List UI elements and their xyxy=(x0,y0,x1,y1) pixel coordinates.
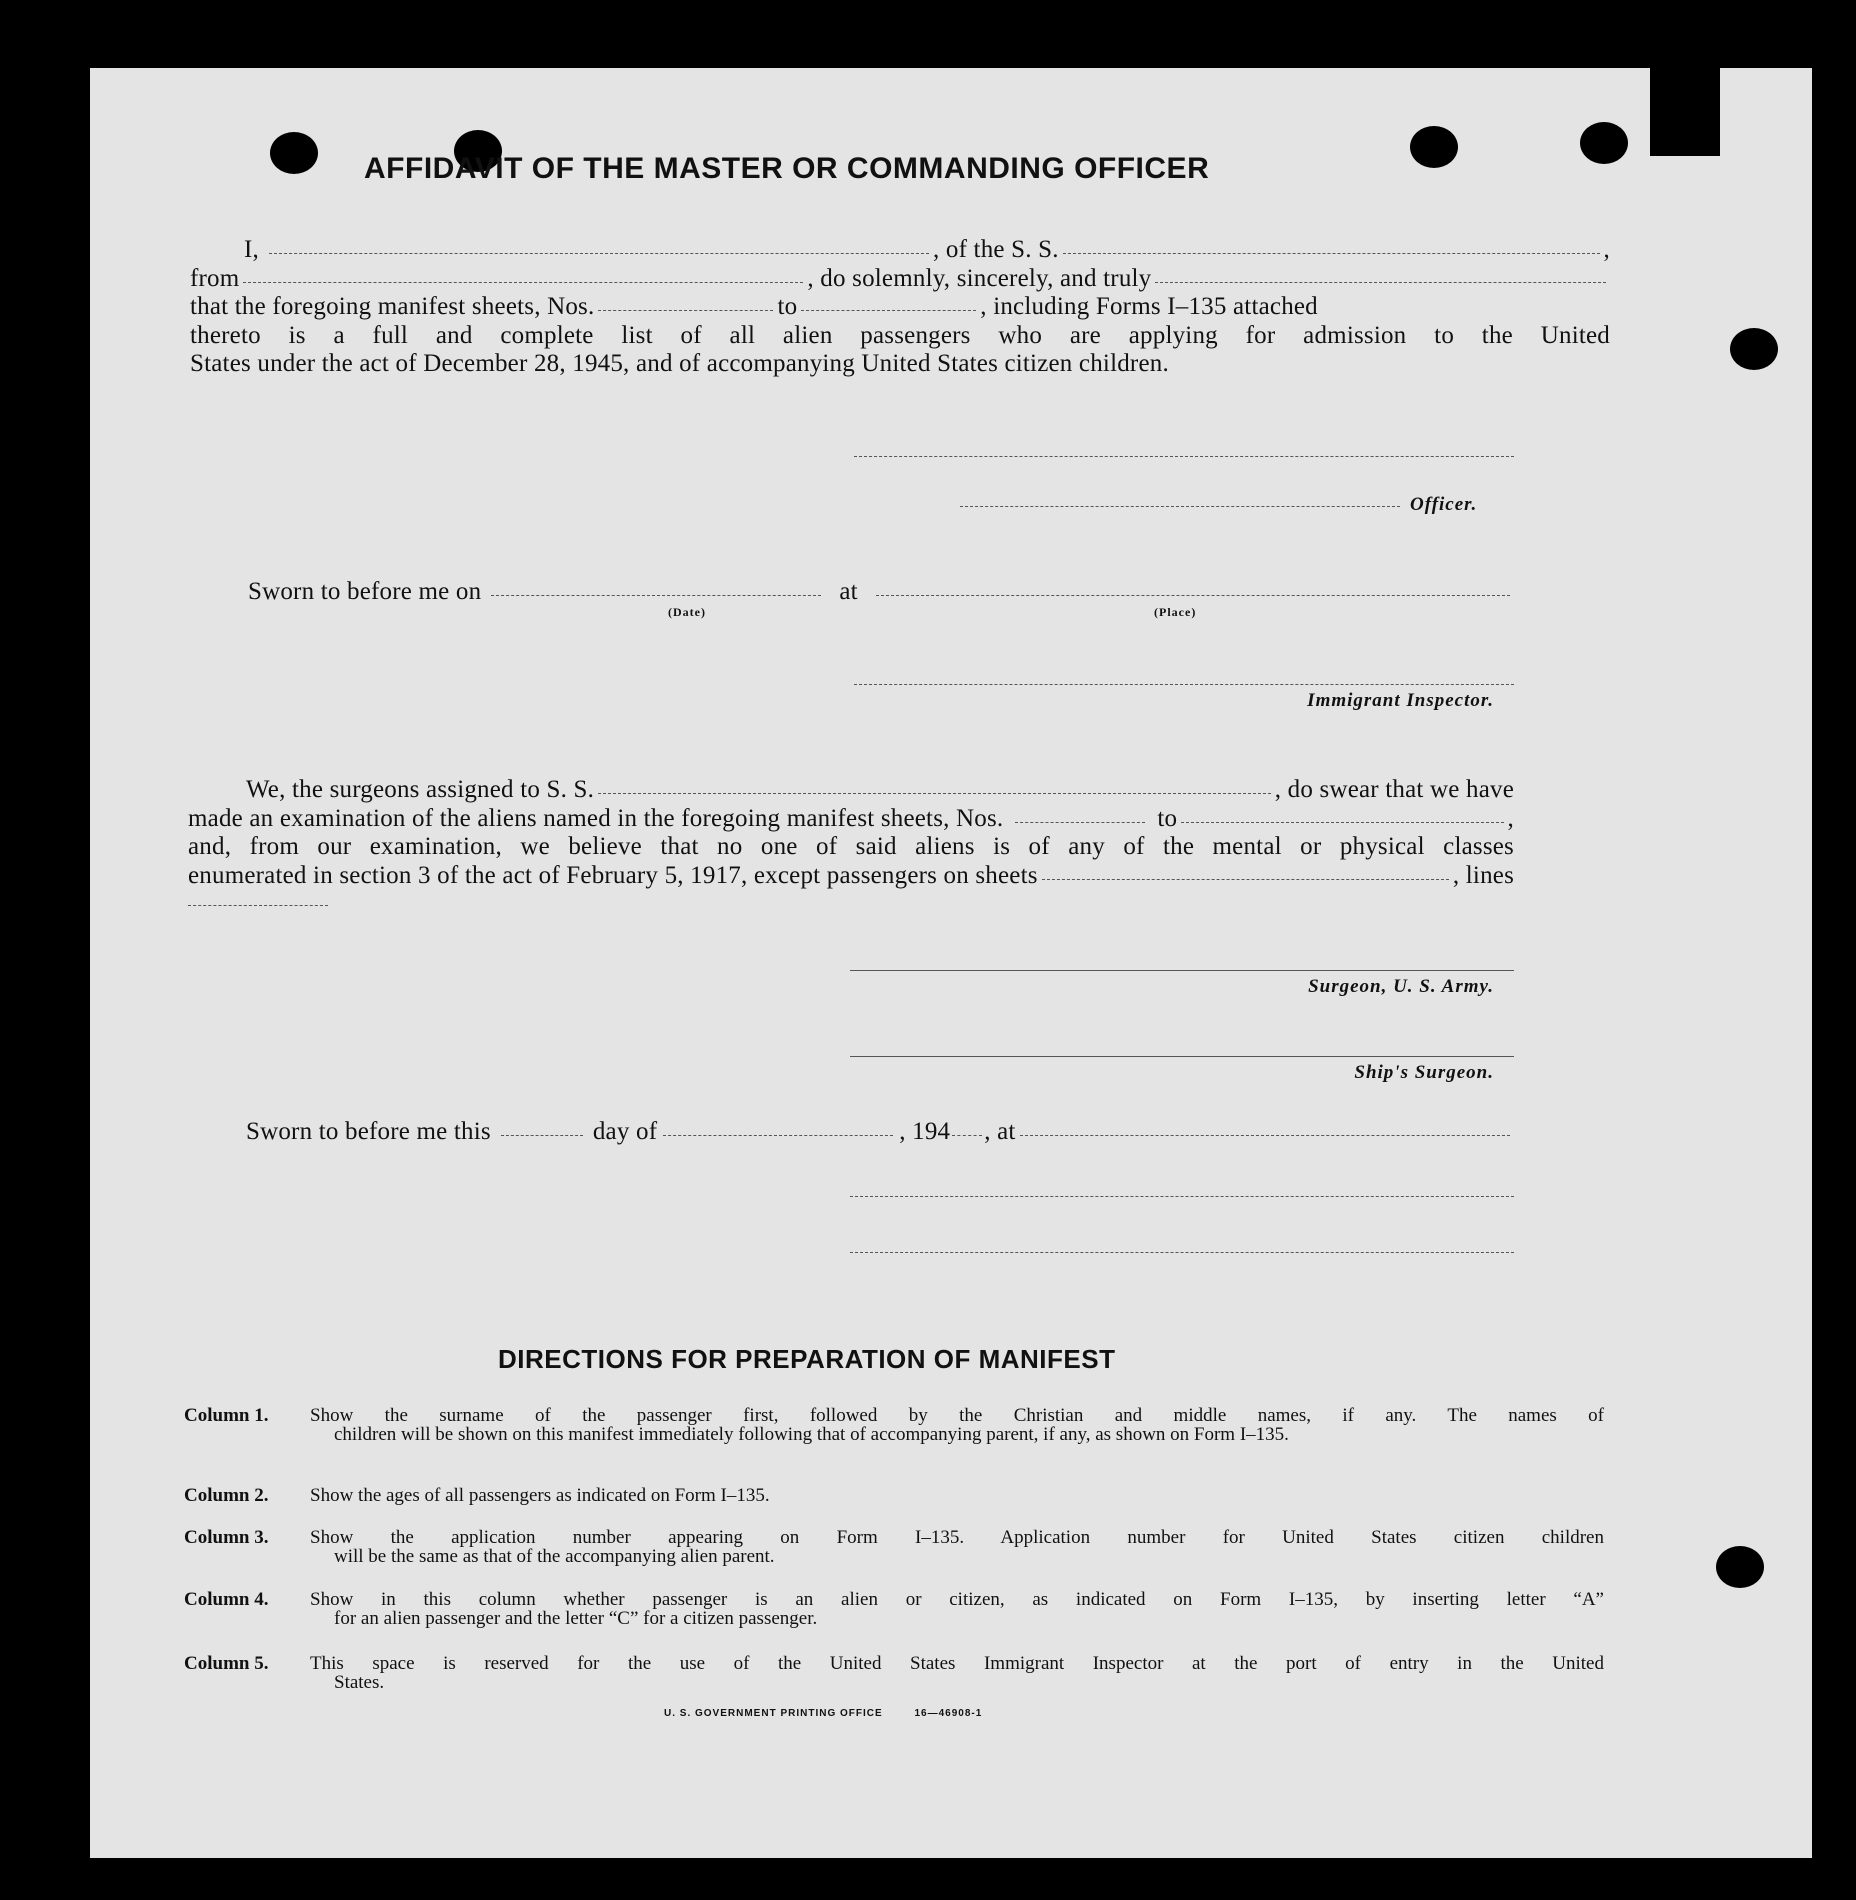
surgeon-sheet-to-field[interactable] xyxy=(1181,822,1503,823)
punch-hole xyxy=(1716,1546,1764,1588)
sworn-this-day-row: Sworn to before me this day of , 194 , at xyxy=(246,1118,1514,1147)
master-signature-line[interactable] xyxy=(854,456,1514,457)
sworn-place-field[interactable] xyxy=(876,595,1510,596)
date-caption: (Date) xyxy=(668,605,706,619)
truly-field[interactable] xyxy=(1155,282,1606,283)
affidavit-paragraph: I, , of the S. S. , from , do solemnly, sincerely, and truly that the foregoing manifest sheets, Nos. to , including Forms I–135 attached thereto is a full and complete list of all alien passengers who are applying for admission to the United States under the act of December 28, 1945, and of accompanying United States citizen children. xyxy=(190,236,1610,377)
place-caption: (Place) xyxy=(1154,605,1197,619)
army-surgeon-signature-line[interactable] xyxy=(850,970,1514,971)
from-port-field[interactable] xyxy=(243,282,803,283)
sheet-to-field[interactable] xyxy=(801,310,976,311)
sworn-month-field[interactable] xyxy=(663,1135,893,1136)
surgeons-paragraph: We, the surgeons assigned to S. S. , do swear that we have made an examination of the aliens named in the foregoing manifest sheets, Nos. to , and, from our examination, we believe that no one of said aliens is of any of the mental or physical classes enumerated in section 3 of the act of February 5, 1917, except passengers on sheets , lines xyxy=(188,776,1514,909)
sworn-day-field[interactable] xyxy=(501,1135,583,1136)
sworn-year-field[interactable] xyxy=(952,1135,982,1136)
form-page: AFFIDAVIT OF THE MASTER OR COMMANDING OFFICER I, , of the S. S. , from , do solemnly, sincerely, and truly that the foregoing manifest sheets, Nos. to , including Forms I–135 attached thereto is a full and complete list of all alien passengers who are applying for admission to the United States under the act of December 28, 1945, and of accompanying United States citizen children. Officer. Sworn to before me on at (Date) (Place) Immigrant Inspector. We, the surgeons assigned to S. S. , do swear that we have made an examination of the aliens named in the foregoing manifest sheets, Nos. to , and, from our examination, we believe that no one of said aliens is of any of the mental or physical classes enumerated in section 3 of the act of February 5, 1917, except passengers on sheets , lines Surgeon, U. S. Army. Ship's Surgeon. Sworn to before me this day of , 194 , at DIRECTIONS FOR PREPARATION OF MANIFEST Column 1. Show the surname of the passenger first, followed by the Christian and middle names, if any. The names of children will be shown on this manifest immediately following that of accompanying parent, if any, as shown on Form I–135. Column 2. Show the ages of all passengers as indicated on Form I–135. Column 3. Show the application number appearing on Form I–135. Application number for United States citizen children will be the same as that of the accompanying alien parent. Column 4. Show in this column whether passenger is an alien or citizen, as indicated on Form I–135, by inserting letter “A” for an alien passenger and the letter “C” for a citizen passenger. Column 5. This space is reserved for the use of the United States Immigrant Inspector at the port of entry in the United States. U. S. GOVERNMENT PRINTING OFFICE 16—46908-1 xyxy=(90,68,1812,1858)
punch-hole xyxy=(270,132,318,174)
punch-hole xyxy=(1580,122,1628,164)
sheet-from-field[interactable] xyxy=(598,310,773,311)
ship-name-field[interactable] xyxy=(1063,253,1600,254)
ships-surgeon-signature-line[interactable] xyxy=(850,1056,1514,1057)
officer-title-line[interactable] xyxy=(960,506,1400,507)
inspector-signature-line[interactable] xyxy=(854,684,1514,685)
ships-surgeon-caption: Ship's Surgeon. xyxy=(1354,1062,1494,1083)
directions-title: DIRECTIONS FOR PREPARATION OF MANIFEST xyxy=(498,1344,1116,1374)
officer-caption: Officer. xyxy=(1410,494,1478,515)
except-sheets-field[interactable] xyxy=(1042,879,1449,880)
punch-hole xyxy=(1730,328,1778,370)
printer-imprint: U. S. GOVERNMENT PRINTING OFFICE 16—46908-1 xyxy=(664,1708,983,1719)
sworn-before-me-row: Sworn to before me on at xyxy=(248,578,1514,607)
punch-hole xyxy=(1410,126,1458,168)
sworn-at-field[interactable] xyxy=(1020,1135,1510,1136)
inspector-caption: Immigrant Inspector. xyxy=(1307,690,1494,711)
master-name-field[interactable] xyxy=(269,253,929,254)
official-signature-line[interactable] xyxy=(850,1196,1514,1197)
sworn-date-field[interactable] xyxy=(491,595,821,596)
affidavit-title: AFFIDAVIT OF THE MASTER OR COMMANDING OFFICER xyxy=(364,152,1210,185)
surgeon-sheet-from-field[interactable] xyxy=(1015,822,1145,823)
army-surgeon-caption: Surgeon, U. S. Army. xyxy=(1308,976,1494,997)
torn-corner xyxy=(1650,64,1720,156)
official-title-line[interactable] xyxy=(850,1252,1514,1253)
surgeon-ship-field[interactable] xyxy=(598,793,1271,794)
except-lines-field[interactable] xyxy=(188,905,328,906)
